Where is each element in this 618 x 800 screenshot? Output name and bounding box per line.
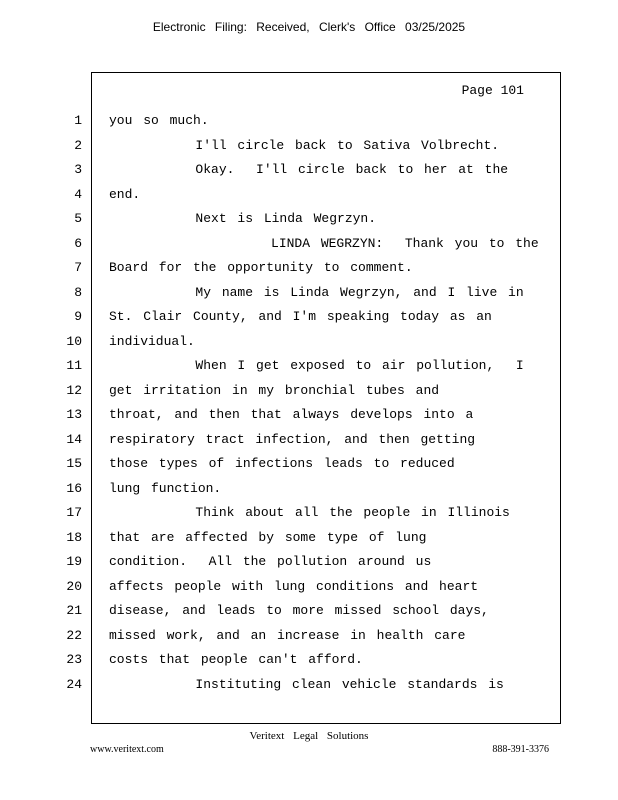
line-number: 20 xyxy=(66,578,82,594)
line-number: 13 xyxy=(66,407,82,422)
transcript-body xyxy=(109,112,549,700)
line-number: 2 xyxy=(74,137,82,153)
transcript-line: My name is Linda Wegrzyn, and I live in xyxy=(109,284,524,300)
transcript-line: lung function. xyxy=(109,480,222,496)
page-number: Page 101 xyxy=(461,83,524,98)
line-number: 14 xyxy=(66,431,82,447)
line-number: 15 xyxy=(66,456,82,471)
line-number: 21 xyxy=(66,603,82,618)
line-number: 8 xyxy=(74,284,82,300)
transcript-line: missed work, and an increase in health care xyxy=(109,627,466,643)
transcript-line: respiratory tract infection, and then getting xyxy=(109,431,476,447)
footer-phone: 888-391-3376 xyxy=(492,744,549,755)
transcript-line: individual. xyxy=(109,333,195,349)
transcript-line: those types of infections leads to reduced xyxy=(109,456,455,471)
line-number: 5 xyxy=(74,211,82,226)
transcript-line: St. Clair County, and I'm speaking today as an xyxy=(109,309,492,324)
line-number: 10 xyxy=(66,333,82,349)
line-number: 19 xyxy=(66,554,82,569)
line-number: 16 xyxy=(66,480,82,496)
transcript-line: Next is Linda Wegrzyn. xyxy=(109,211,377,226)
transcript-line: Think about all the people in Illinois xyxy=(109,505,510,520)
transcript-line: that are affected by some type of lung xyxy=(109,529,427,545)
transcript-line: affects people with lung conditions and heart xyxy=(109,578,479,594)
line-number: 12 xyxy=(66,382,82,398)
line-number: 4 xyxy=(74,186,82,202)
transcript-line: costs that people can't afford. xyxy=(109,652,363,667)
footer-company: Veritext Legal Solutions xyxy=(249,730,369,742)
line-number: 6 xyxy=(74,235,82,251)
transcript-line: LINDA WEGRZYN: Thank you to the xyxy=(109,235,539,251)
transcript-line: throat, and then that always develops into a xyxy=(109,407,474,422)
line-number: 17 xyxy=(66,505,82,520)
line-number: 24 xyxy=(66,676,82,692)
line-number: 11 xyxy=(66,358,82,373)
transcript-line: Instituting clean vehicle standards is xyxy=(109,676,504,692)
line-number: 22 xyxy=(66,627,82,643)
transcript-line: you so much. xyxy=(109,113,209,128)
transcript-line: Okay. I'll circle back to her at the xyxy=(109,162,509,177)
line-number: 9 xyxy=(74,309,82,324)
transcript-line: I'll circle back to Sativa Volbrecht. xyxy=(109,137,500,153)
line-number-column xyxy=(0,112,84,700)
line-number: 7 xyxy=(74,260,82,275)
filing-stamp: Electronic Filing: Received, Clerk's Office 03/25/2025 xyxy=(152,20,466,34)
line-number: 3 xyxy=(74,162,82,177)
transcript-line: get irritation in my bronchial tubes and xyxy=(109,382,440,398)
transcript-line: When I get exposed to air pollution, I xyxy=(109,358,524,373)
footer-website: www.veritext.com xyxy=(90,744,164,755)
line-number: 23 xyxy=(66,652,82,667)
transcript-line: Board for the opportunity to comment. xyxy=(109,260,413,275)
line-number: 18 xyxy=(66,529,82,545)
transcript-line: end. xyxy=(109,186,141,202)
transcript-line: condition. All the pollution around us xyxy=(109,554,432,569)
line-number: 1 xyxy=(74,113,82,128)
transcript-line: disease, and leads to more missed school days, xyxy=(109,603,489,618)
